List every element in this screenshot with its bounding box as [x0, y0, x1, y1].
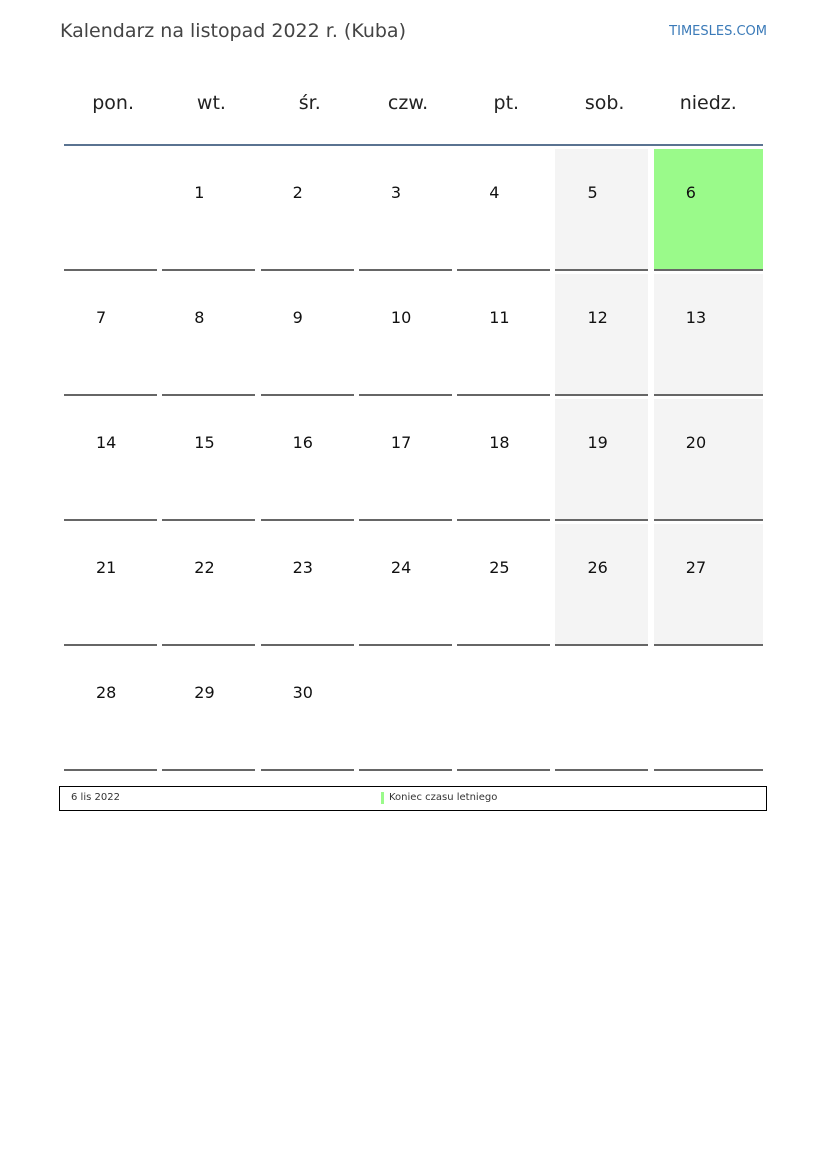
- week-row: [64, 274, 764, 399]
- day-number: 18: [489, 433, 510, 452]
- week-row: [64, 149, 764, 274]
- day-cell[interactable]: [457, 149, 550, 271]
- day-cell[interactable]: [261, 649, 354, 771]
- day-number: 15: [194, 433, 215, 452]
- day-number: 3: [390, 183, 402, 202]
- day-cell[interactable]: [162, 399, 255, 521]
- legend-date: 6 lis 2022: [71, 792, 120, 803]
- day-cell[interactable]: [359, 274, 452, 396]
- legend-label: Koniec czasu letniego: [389, 792, 498, 803]
- day-number: 23: [292, 558, 313, 577]
- legend-color-marker: [381, 792, 384, 804]
- day-number: 22: [194, 558, 215, 577]
- day-number: 8: [194, 308, 205, 327]
- day-cell[interactable]: [555, 149, 648, 271]
- day-number: 12: [587, 308, 608, 327]
- day-cell[interactable]: [654, 149, 763, 271]
- week-row: [64, 399, 764, 524]
- day-number: 19: [587, 433, 608, 452]
- day-number: 28: [96, 683, 117, 702]
- day-number: 2: [292, 183, 303, 202]
- brand-link[interactable]: TIMESLES.COM: [669, 24, 767, 39]
- day-cell-empty: [359, 649, 452, 771]
- day-number: 24: [390, 558, 412, 577]
- day-cell[interactable]: [64, 649, 157, 771]
- day-number: 5: [587, 183, 598, 202]
- day-number: 7: [96, 308, 107, 327]
- day-cell[interactable]: [162, 274, 255, 396]
- day-cell[interactable]: [261, 524, 354, 646]
- day-cell[interactable]: [162, 524, 255, 646]
- day-cell[interactable]: [555, 524, 648, 646]
- day-cell[interactable]: [654, 399, 763, 521]
- day-cell[interactable]: [654, 524, 763, 646]
- day-cell[interactable]: [64, 399, 157, 521]
- day-cell[interactable]: [64, 524, 157, 646]
- day-cell[interactable]: [654, 274, 763, 396]
- weekday-mon: pon.: [92, 92, 135, 114]
- day-number: 16: [292, 433, 313, 452]
- calendar-grid: [64, 149, 764, 774]
- day-number: 21: [96, 558, 117, 577]
- day-number: 1: [194, 183, 205, 202]
- day-cell[interactable]: [261, 149, 354, 271]
- day-cell[interactable]: [64, 274, 157, 396]
- page-title: Kalendarz na listopad 2022 r. (Kuba): [60, 20, 406, 42]
- weekday-header: [64, 88, 763, 146]
- day-number: 9: [292, 308, 303, 327]
- weekday-wed: śr.: [298, 92, 321, 114]
- day-cell-empty: [457, 649, 550, 771]
- day-number: 30: [292, 683, 313, 702]
- day-cell[interactable]: [261, 274, 354, 396]
- day-number: 10: [390, 308, 412, 327]
- weekday-sat: sob.: [584, 92, 625, 114]
- day-cell[interactable]: [162, 149, 255, 271]
- day-number: 13: [685, 308, 707, 327]
- day-number: 26: [587, 558, 608, 577]
- weekday-fri: pt.: [493, 92, 520, 114]
- day-cell[interactable]: [261, 399, 354, 521]
- day-cell[interactable]: [359, 399, 452, 521]
- day-number: 27: [685, 558, 707, 577]
- day-cell[interactable]: [457, 399, 550, 521]
- day-cell[interactable]: [555, 274, 648, 396]
- day-cell[interactable]: [555, 399, 648, 521]
- weekday-tue: wt.: [196, 92, 226, 114]
- week-row: [64, 649, 764, 774]
- day-number: 17: [390, 433, 412, 452]
- day-number: 6: [685, 183, 696, 202]
- day-number: 4: [489, 183, 500, 202]
- day-number: 29: [194, 683, 215, 702]
- week-row: [64, 524, 764, 649]
- day-cell[interactable]: [457, 524, 550, 646]
- day-cell[interactable]: [457, 274, 550, 396]
- day-number: 20: [685, 433, 707, 452]
- day-cell[interactable]: [359, 524, 452, 646]
- day-number: 14: [96, 433, 117, 452]
- weekday-sun: niedz.: [679, 92, 737, 114]
- legend: [59, 786, 767, 811]
- day-cell-empty: [654, 649, 763, 771]
- day-cell-empty: [555, 649, 648, 771]
- day-cell-empty: [64, 149, 157, 271]
- day-cell[interactable]: [162, 649, 255, 771]
- weekday-thu: czw.: [387, 92, 429, 114]
- day-number: 11: [489, 308, 510, 327]
- day-number: 25: [489, 558, 510, 577]
- day-cell[interactable]: [359, 149, 452, 271]
